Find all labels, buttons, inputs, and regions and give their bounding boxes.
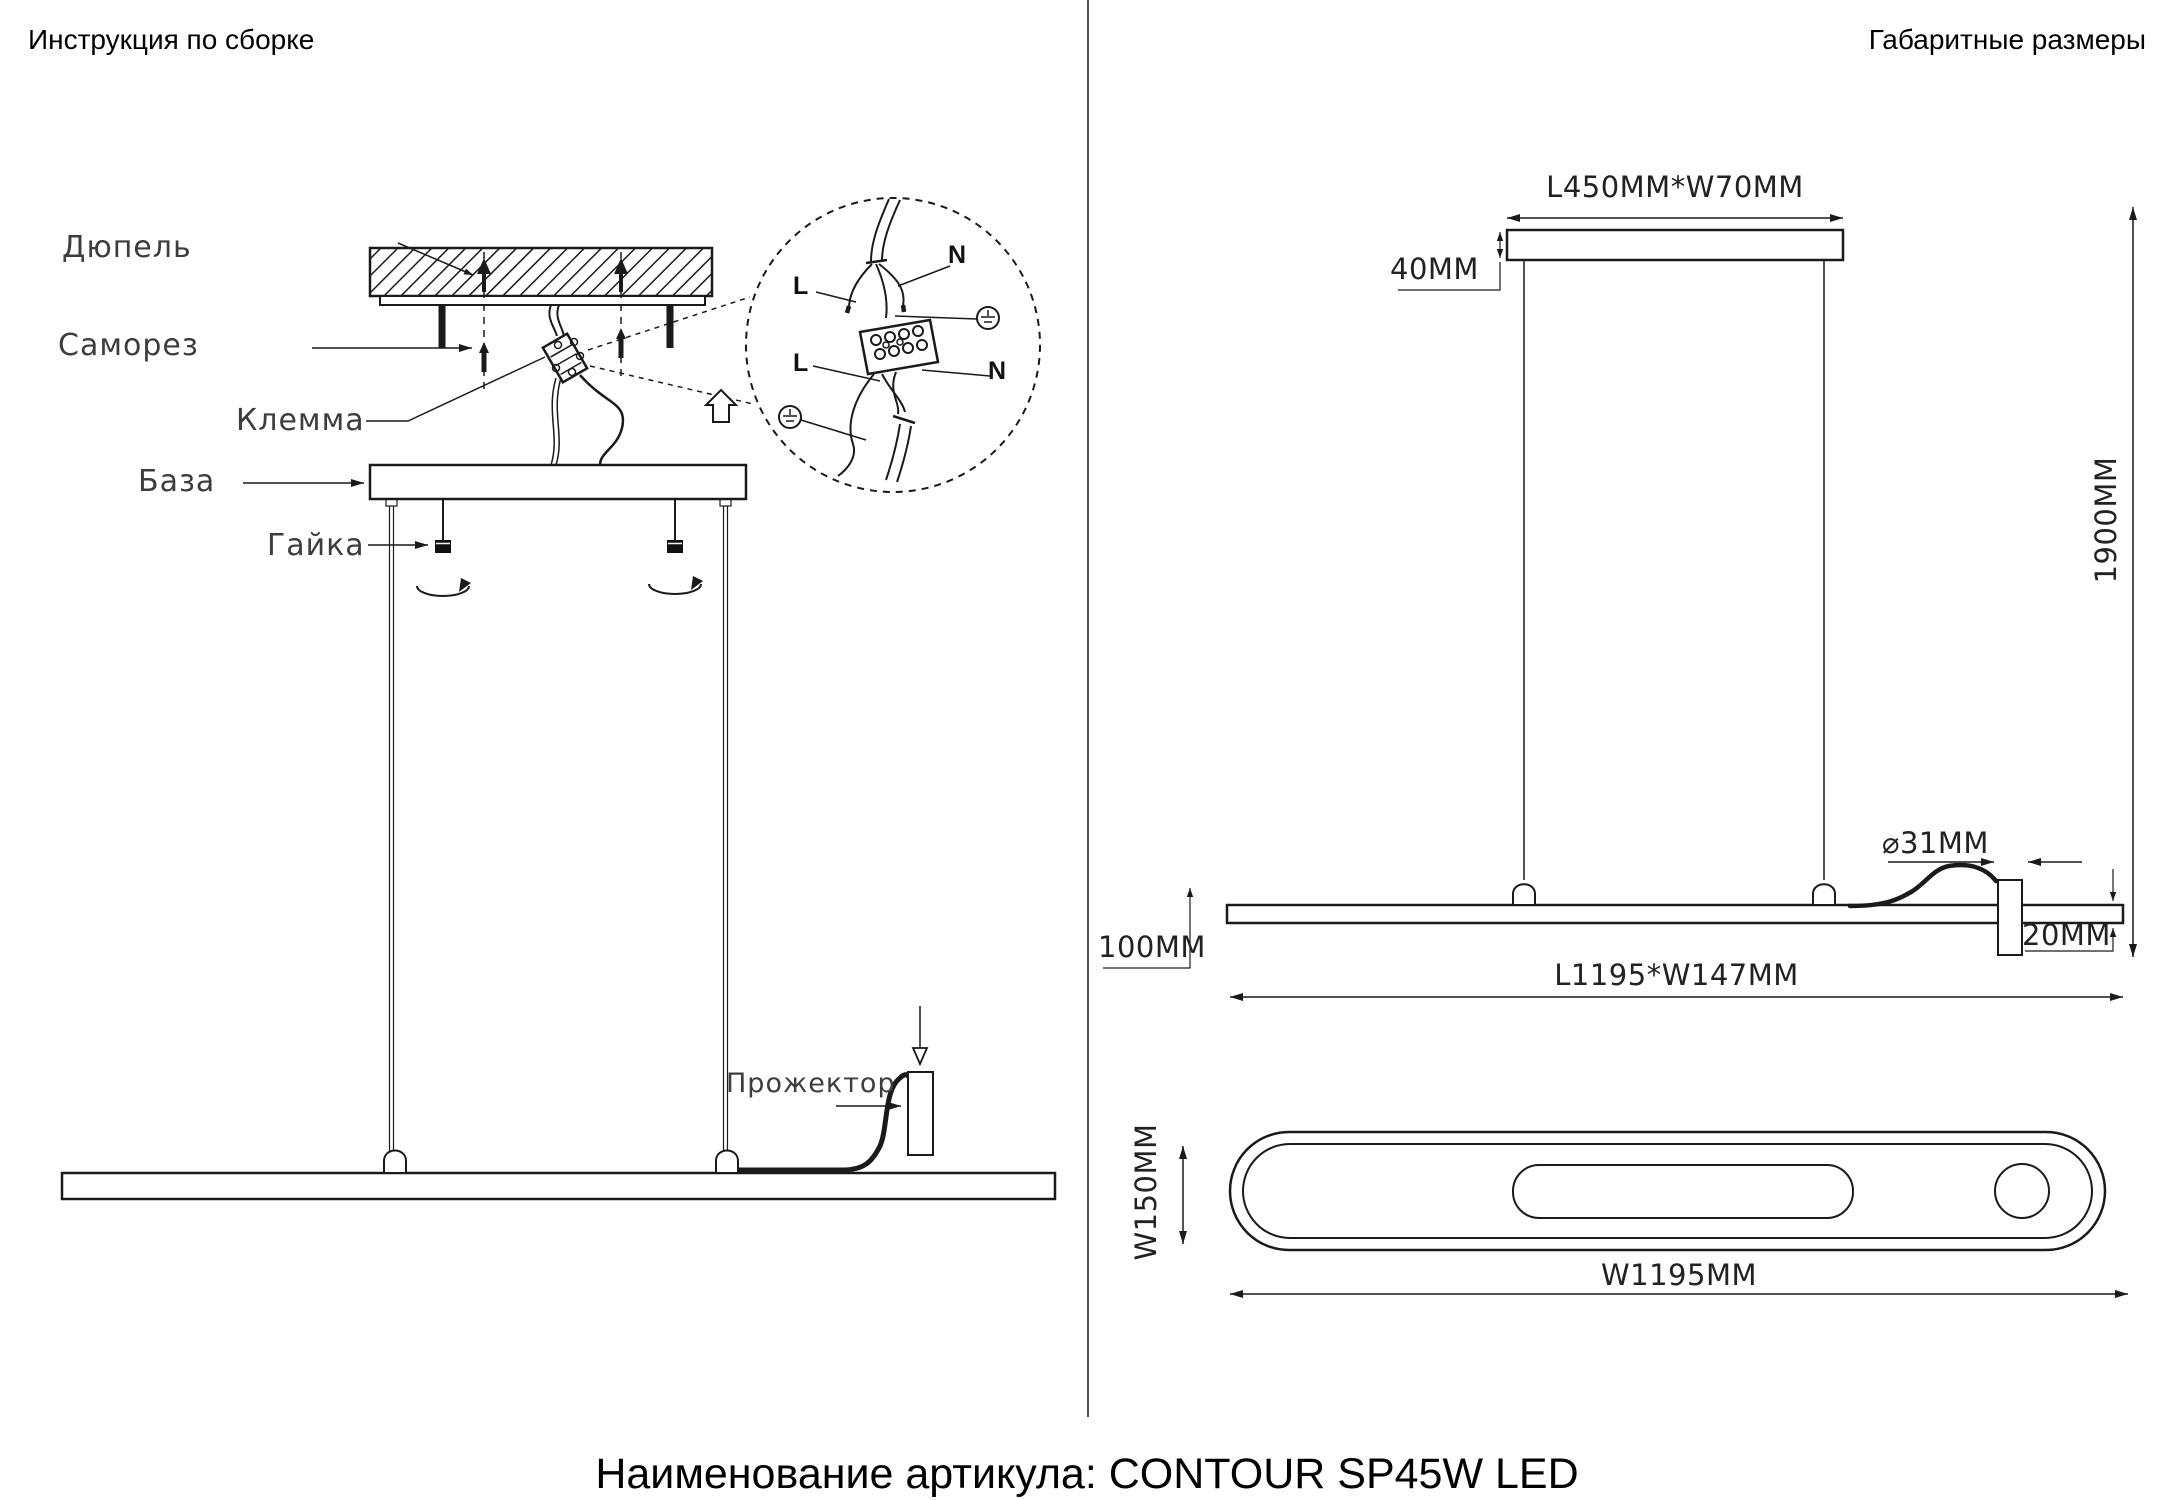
ceiling-cable-and-terminal (543, 297, 753, 465)
left-panel-title: Инструкция по сборке (28, 24, 315, 55)
dim-body-width: W150MM (1129, 1123, 1163, 1261)
label-nut: Гайка (267, 528, 365, 563)
dim-canopy-size: L450MM*W70MM (1546, 170, 1804, 204)
dim-suspension-height: 1900MM (2089, 456, 2123, 584)
label-base: База (138, 464, 216, 499)
dim-bar-size: L1195*W147MM (1554, 958, 1799, 992)
label-terminal: Клемма (236, 403, 365, 438)
dim-body-length: W1195MM (1600, 1258, 1758, 1292)
front-view (1103, 207, 2133, 997)
wire-label-neutral-bottom: N (988, 357, 1007, 385)
lamp-bar (62, 1075, 1055, 1199)
wire-label-neutral-top: N (948, 241, 967, 269)
wiring-detail-circle (746, 198, 1040, 492)
dim-knob-diameter: ⌀31MM (1882, 826, 1989, 860)
wire-label-live-top: L (793, 272, 809, 300)
right-panel-title: Габаритные размеры (1868, 24, 2146, 55)
suspension-cables (386, 499, 731, 1173)
ceiling (370, 243, 712, 305)
dim-hanger-height: 100MM (1098, 930, 1206, 964)
article-name: Наименование артикула: CONTOUR SP45W LED (595, 1450, 1579, 1498)
wire-label-live-bottom: L (793, 349, 809, 377)
dim-bar-thickness: 20MM (2022, 918, 2111, 952)
nuts-and-rods (368, 499, 703, 596)
label-dowel: Дюпель (62, 230, 192, 265)
label-projector: Прожектор (726, 1068, 896, 1099)
dim-canopy-height: 40MM (1390, 252, 1479, 286)
label-screw: Саморез (58, 328, 199, 363)
